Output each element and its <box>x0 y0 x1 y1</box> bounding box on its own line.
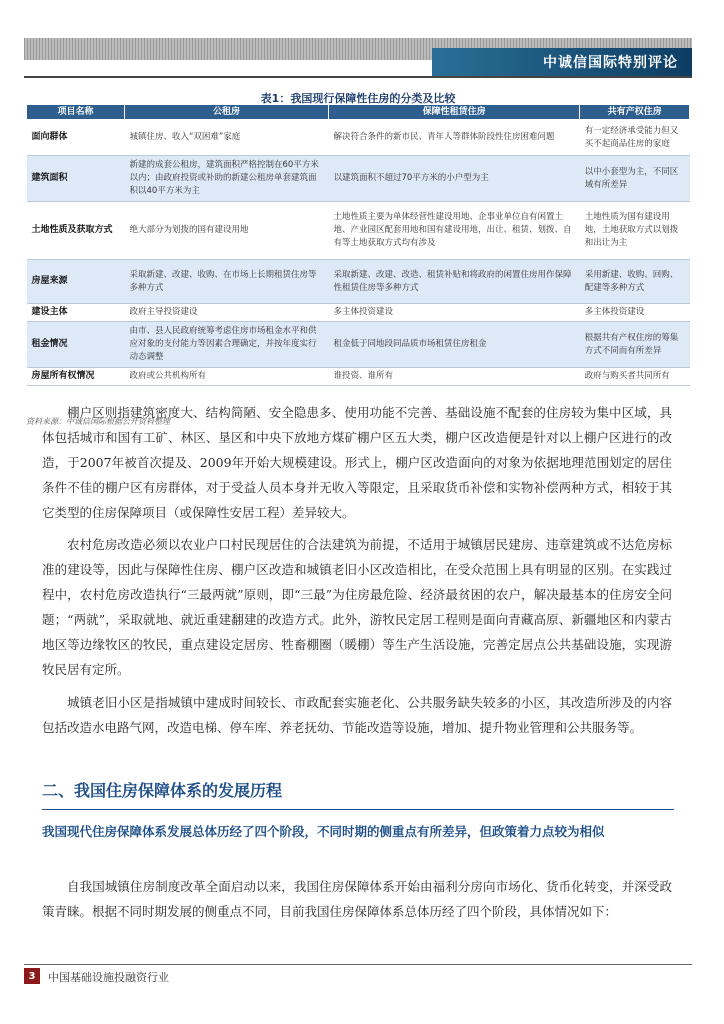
table-cell: 租金低于同地段同品质市场租赁住房租金 <box>328 322 579 368</box>
table-cell: 谁投资、谁所有 <box>328 368 579 386</box>
table-row <box>27 368 690 386</box>
table-cell: 政府与购买者共同所有 <box>580 368 690 386</box>
row-label: 建设主体 <box>27 304 125 322</box>
row-label: 建筑面积 <box>27 156 125 202</box>
page-number: 3 <box>24 968 40 984</box>
table-row <box>27 156 690 202</box>
paragraph-shantytown: 棚户区则指建筑密度大、结构简陋、安全隐患多、使用功能不完善、基础设施不配套的住房较为集中区域，具体包括城市和国有工矿、林区、垦区和中央下放地方煤矿棚户区五大类，棚户区改造便是针对以上棚户区进行的改造，于2007年被首次提及、2009年开始大规模建设。形式上，棚户区改造面向的对象为依据地理范围划定的居住条件不佳的棚户区有房群体，对于受益人员本身并无收入等限定，且采取货币补偿和实物补偿两种方式，相较于其它类型的住房保障项目（或保障性安居工程）差异较大。 <box>42 405 672 520</box>
section-subheading: 我国现代住房保障体系发展总体历经了四个阶段，不同时期的侧重点有所差异，但政策着力点较为相似 <box>42 824 605 839</box>
table-cell: 多主体投资建设 <box>328 304 579 322</box>
paragraph-intro: 自我国城镇住房制度改革全面启动以来，我国住房保障体系开始由福利分房向市场化、货币化转变，并深受政策青睐。根据不同时期发展的侧重点不同，目前我国住房保障体系总体历经了四个阶段，具体情况如下： <box>42 879 672 919</box>
table-row <box>27 120 690 156</box>
table-header-public-rental: 公租房 <box>125 105 329 120</box>
table-caption: 表1：我国现行保障性住房的分类及比较 <box>260 92 456 105</box>
footer-title: 中国基础设施投融资行业 <box>48 971 169 984</box>
table-cell: 政府或公共机构所有 <box>125 368 329 386</box>
section-rule <box>42 809 674 810</box>
table-cell: 采取新建、改建、改造、租赁补贴和将政府的闲置住房用作保障性租赁住房等多种方式 <box>328 260 579 304</box>
table-cell: 政府主导投资建设 <box>125 304 329 322</box>
table-row <box>27 260 690 304</box>
table-row <box>27 322 690 368</box>
table-cell: 以中小套型为主，不同区域有所差异 <box>580 156 690 202</box>
table-cell: 以建筑面积不超过70平方米的小户型为主 <box>328 156 579 202</box>
row-label: 土地性质及获取方式 <box>27 202 125 260</box>
table-cell: 新建的成套公租房，建筑面积严格控制在60平方米以内；由政府投资或补助的新建公租房单套建筑面积以40平方米为主 <box>125 156 329 202</box>
report-page <box>24 38 692 988</box>
table-cell: 绝大部分为划拨的国有建设用地 <box>125 202 329 260</box>
row-label: 租金情况 <box>27 322 125 368</box>
row-label: 房屋所有权情况 <box>27 368 125 386</box>
paragraph-rural-housing: 农村危房改造必须以农业户口村民现居住的合法建筑为前提，不适用于城镇居民建房、违章建筑或不达危房标准的建设等，因此与保障性住房、棚户区改造和城镇老旧小区改造相比，在受众范围上具有明显的区别。在实践过程中，农村危房改造执行“三最两就”原则，即“三最”为住房最危险、经济最贫困的农户，解决最基本的住房安全问题；“两就”，采取就地、就近重建翻建的改造方式。此外，游牧民定居工程则是面向青藏高原、新疆地区和内蒙古地区等边缘牧区的牧民，重点建设定居房、牲畜棚圈（暖棚）等生产生活设施，完善定居点公共基础设施，实现游牧民居有定所。 <box>42 537 672 677</box>
paragraph-old-community: 城镇老旧小区是指城镇中建成时间较长、市政配套实施老化、公共服务缺失较多的小区，其改造所涉及的内容包括改造水电路气网，改造电梯、停车库、养老抚幼、节能改造等设施，增加、提升物业管理和公共服务等。 <box>42 695 672 735</box>
table-cell: 根据共有产权住房的筹集方式不同而有所差异 <box>580 322 690 368</box>
row-label: 面向群体 <box>27 120 125 156</box>
row-label: 房屋来源 <box>27 260 125 304</box>
table-cell: 土地性质主要为单体经营性建设用地、企事业单位自有闲置土地、产业园区配套用地和国有建设用地，出让、租赁、划拨、自有等土地获取方式均有涉及 <box>328 202 579 260</box>
header-rule <box>24 76 692 78</box>
table-cell: 城镇住房、收入“双困难”家庭 <box>125 120 329 156</box>
table-cell: 采用新建、收购、回购、配建等多种方式 <box>580 260 690 304</box>
table-row <box>27 202 690 260</box>
header-brand: 中诚信国际特别评论 <box>432 48 692 76</box>
table-cell: 解决符合条件的新市民、青年人等群体阶段性住房困难问题 <box>328 120 579 156</box>
table-header-item: 项目名称 <box>27 105 125 120</box>
section-title: 二、我国住房保障体系的发展历程 <box>42 781 283 800</box>
footer-rule <box>24 964 692 965</box>
table-cell: 采取新建、改建、收购、在市场上长期租赁住房等多种方式 <box>125 260 329 304</box>
table-header-affordable-rental: 保障性租赁住房 <box>328 105 579 120</box>
table-cell: 多主体投资建设 <box>580 304 690 322</box>
comparison-table <box>26 104 690 386</box>
table-cell: 由市、县人民政府统筹考虑住房市场租金水平和供应对象的支付能力等因素合理确定，并按年度实行动态调整 <box>125 322 329 368</box>
table-row <box>27 304 690 322</box>
table-cell: 土地性质为国有建设用地，土地获取方式以划拨和出让为主 <box>580 202 690 260</box>
table-cell: 有一定经济承受能力但又买不起商品住房的家庭 <box>580 120 690 156</box>
table-header-shared-ownership: 共有产权住房 <box>580 105 690 120</box>
table-source: 资料来源：中诚信国际根据公开资料整理 <box>26 417 170 426</box>
